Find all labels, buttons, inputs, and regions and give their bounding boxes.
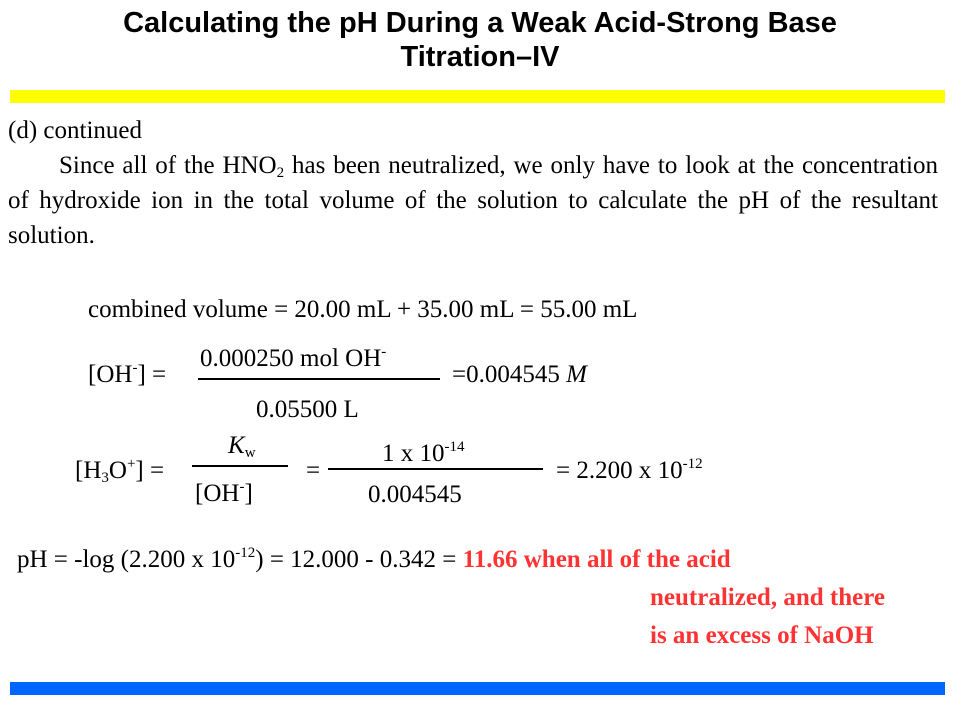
paragraph-part-1: Since all of the HNO xyxy=(59,152,277,179)
ph-equation xyxy=(17,546,731,574)
oh-lhs-close: ] = xyxy=(137,361,167,388)
h3o-lhs-b: O xyxy=(108,457,127,484)
bottom-divider-bar xyxy=(10,682,945,695)
oh-numerator-text: 0.000250 mol OH xyxy=(200,345,382,372)
oh-result xyxy=(452,361,587,389)
ph-result-highlight-1: 11.66 when all of the acid xyxy=(462,546,731,573)
oh-lhs-charge: - xyxy=(132,360,138,376)
paragraph-subscript: 2 xyxy=(276,165,285,181)
h3o-result-exp: -12 xyxy=(682,456,703,472)
ph-result-highlight-3: is an excess of NaOH xyxy=(650,622,874,649)
ph-equation-part-2: ) = 12.000 - 0.342 = xyxy=(255,546,463,573)
combined-volume-equation: combined volume = 20.00 mL + 35.00 mL = 55.00 mL xyxy=(88,296,638,323)
oh-concentration-label xyxy=(88,361,166,389)
oh-lhs-open: [OH xyxy=(88,361,133,388)
h3o-lhs-a: [H xyxy=(75,457,102,484)
kw-numerator xyxy=(228,432,256,460)
paragraph-part-2: has been neutralized, we only have to look at the concentration of hydroxide ion in the total volume of the solution to calculate the pH of the resultant solution. xyxy=(8,152,938,249)
oh-fraction-bar xyxy=(198,378,440,380)
ph-result-highlight-2: neutralized, and there xyxy=(650,584,885,611)
h3o-lhs-charge: + xyxy=(126,456,136,472)
h3o-lhs-c: ] = xyxy=(135,457,165,484)
kw-den-open: [OH xyxy=(195,480,240,507)
oh-numerator-charge: - xyxy=(381,344,387,360)
h3o-result-text: = 2.200 x 10 xyxy=(556,457,683,484)
explanation-paragraph xyxy=(8,148,938,253)
kw-subscript: w xyxy=(244,445,256,461)
oh-result-value: =0.004545 xyxy=(452,361,567,388)
ph-equation-exp: -12 xyxy=(235,545,256,561)
h3o-second-num-text: 1 x 10 xyxy=(382,440,445,467)
oh-fraction-denominator: 0.05500 L xyxy=(256,396,359,423)
slide-title-line-1: Calculating the pH During a Weak Acid-Strong Base xyxy=(123,7,837,39)
slide-title-line-2: Titration–IV xyxy=(400,41,560,73)
kw-den-charge: - xyxy=(239,479,245,495)
h3o-second-num-exp: -14 xyxy=(444,439,465,455)
kw-den-close: ] xyxy=(244,480,253,507)
oh-result-unit: M xyxy=(566,361,587,388)
h3o-result xyxy=(556,457,703,485)
slide-title xyxy=(0,6,960,74)
kw-symbol: K xyxy=(228,432,245,459)
kw-denominator xyxy=(195,480,253,508)
h3o-second-denominator: 0.004545 xyxy=(368,481,462,508)
h3o-second-numerator xyxy=(382,440,465,468)
h3o-lhs-subscript: 3 xyxy=(101,470,109,486)
h3o-concentration-label xyxy=(75,457,164,485)
ph-equation-part-1: pH = -log (2.200 x 10 xyxy=(17,546,236,573)
top-divider-bar xyxy=(10,90,945,103)
kw-fraction-bar xyxy=(192,465,288,467)
section-label: (d) continued xyxy=(8,117,142,144)
oh-fraction-numerator xyxy=(200,345,386,373)
h3o-second-fraction-bar xyxy=(328,468,543,470)
h3o-middle-equals: = xyxy=(306,457,321,484)
